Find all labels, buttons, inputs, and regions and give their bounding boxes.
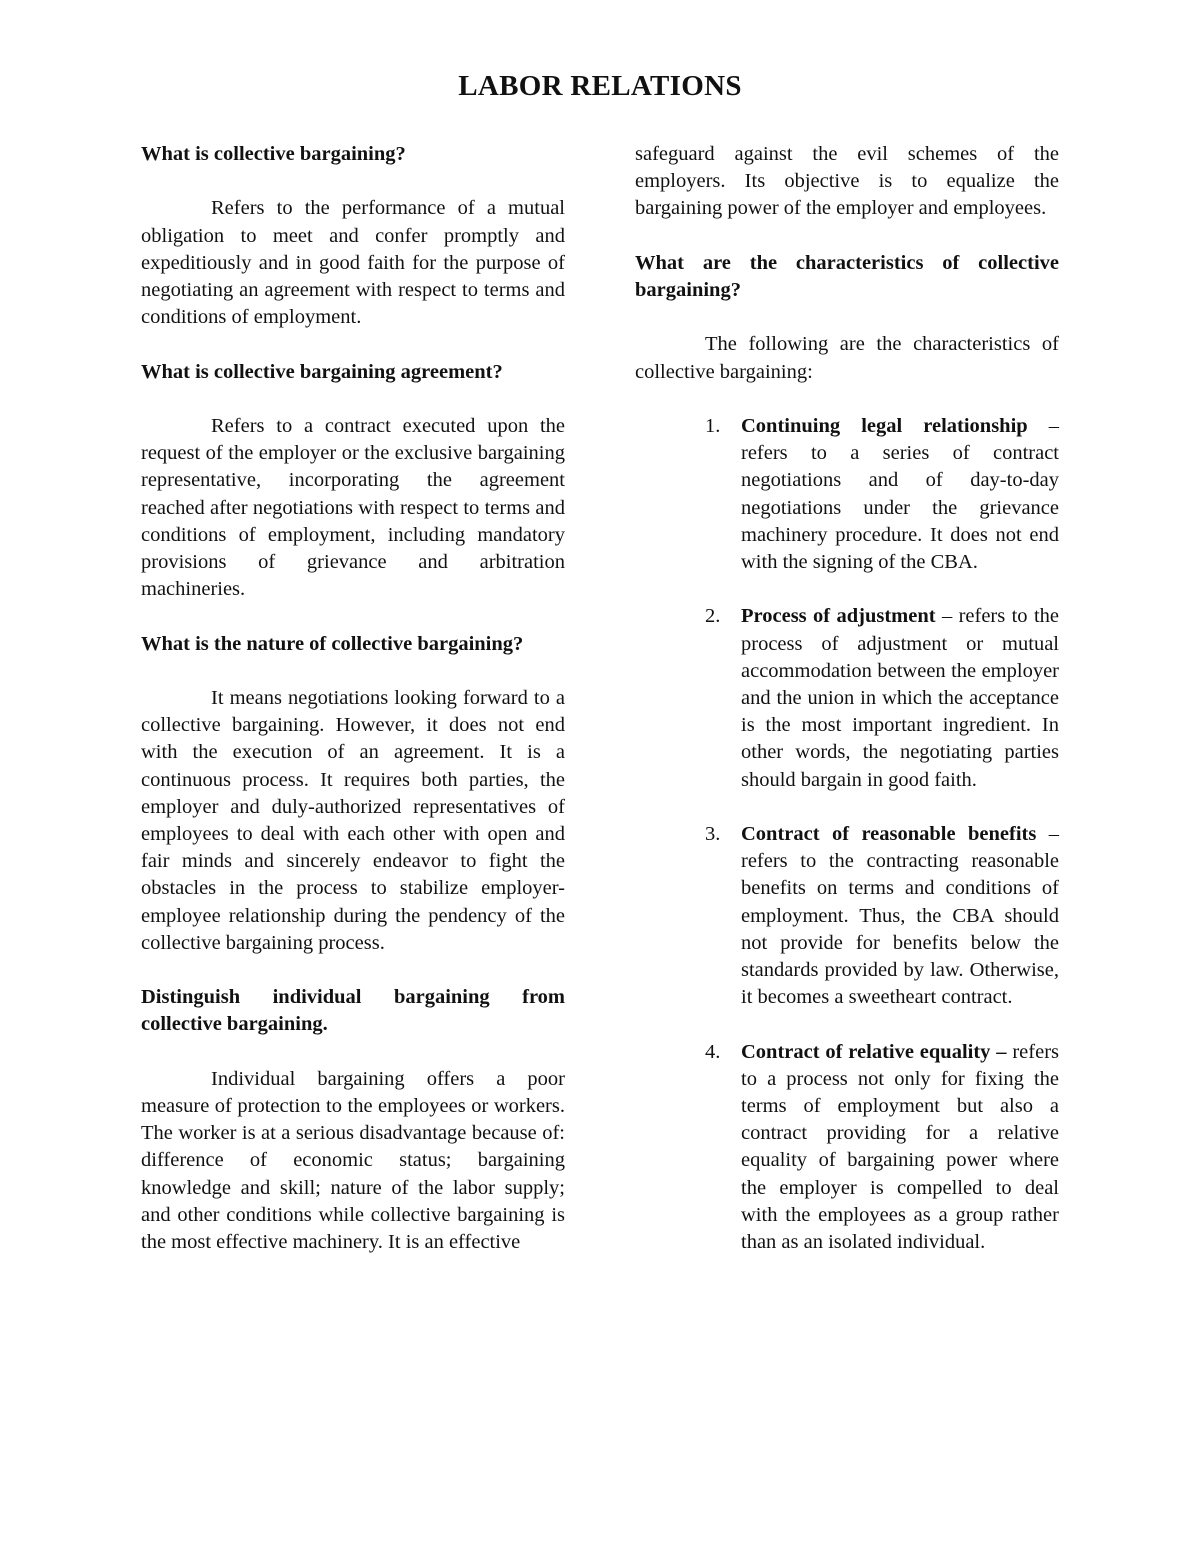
answer-paragraph-continued: safeguard against the evil schemes of the employers. Its objective is to equalize the bargaining power of the employer and employees. (635, 143, 1059, 220)
spacer (141, 386, 565, 413)
question-heading: Distinguish individual bargaining from collective bargaining. (141, 986, 565, 1036)
list-item (635, 1039, 1059, 1257)
list-item (635, 413, 1059, 576)
list-item-term: Continuing legal relationship (741, 414, 1028, 437)
list-item-text: refers to a process not only for fixing the terms of employment but also a contract providing for a relative equality of bargaining power where the employer is compelled to deal with the employees as a group rather than as an isolated individual. (741, 1040, 1059, 1254)
page-title: LABOR RELATIONS (458, 70, 742, 102)
spacer (141, 603, 565, 630)
characteristics-list (635, 413, 1059, 1256)
spacer (141, 331, 565, 358)
list-item-term: Contract of relative equality – (741, 1040, 1007, 1063)
list-item-text: – refers to the process of adjustment or mutual accommodation between the employer and the union in which the acceptance is the most important ingredient. In other words, the negotiating parties should bargain in good faith. (741, 605, 1059, 791)
spacer (635, 304, 1059, 331)
list-item-number: 3. (705, 823, 721, 845)
list-item-term: Contract of reasonable benefits (741, 823, 1037, 845)
spacer (141, 1039, 565, 1066)
list-item-text: – refers to a series of contract negotiations and of day-to-day negotiations under the grievance machinery procedure. It does not end with the signing of the CBA. (741, 414, 1060, 573)
list-item-number: 2. (705, 605, 721, 628)
question-heading: What is collective bargaining? (141, 143, 406, 165)
spacer (635, 386, 1059, 413)
question-heading: What is collective bargaining agreement? (141, 360, 503, 383)
answer-paragraph: It means negotiations looking forward to a collective bargaining. However, it does not end with the execution of an agreement. It is a continuous process. It requires both parties, the employer and duly-authorized representatives of employees to deal with each other with open and fair minds and sincerely endeavor to fight the obstacles in the process to stabilize employer-employee relationship during the pendency of the collective bargaining process. (141, 686, 565, 954)
right-column (635, 141, 1059, 1256)
list-item-text: – refers to the contracting reasonable benefits on terms and conditions of employment. Thus, the CBA should not provide for benefits below the standards provided by law. Otherwise, it becomes a sweetheart contract. (741, 823, 1059, 1009)
question-heading: What is the nature of collective bargaining? (141, 632, 524, 655)
answer-paragraph: Individual bargaining offers a poor measure of protection to the employees or workers. The worker is at a serious disadvantage because of: difference of economic status; bargaining knowledge and skill; nature of the labor supply; and other conditions while collective bargaining is the most effective machinery. It is an effective (141, 1067, 565, 1254)
spacer (635, 223, 1059, 250)
spacer (141, 658, 565, 685)
list-item (635, 603, 1059, 793)
list-intro: The following are the characteristics of collective bargaining: (635, 333, 1059, 383)
answer-paragraph: Refers to a contract executed upon the request of the employer or the exclusive bargaining representative, incorporating the agreement reached after negotiations with respect to terms and conditions of employment, including mandatory provisions of grievance and arbitration machineries. (141, 414, 565, 601)
list-item-number: 4. (705, 1040, 721, 1063)
left-column (141, 141, 565, 1256)
spacer (141, 168, 565, 195)
answer-paragraph: Refers to the performance of a mutual obligation to meet and confer promptly and expeditiously and in good faith for the purpose of negotiating an agreement with respect to terms and conditions of employment. (141, 197, 565, 329)
list-item-term: Process of adjustment (741, 605, 936, 628)
question-heading: What are the characteristics of collective bargaining? (635, 251, 1059, 301)
list-item-number: 1. (705, 414, 721, 437)
list-item (635, 821, 1059, 1011)
spacer (141, 957, 565, 984)
